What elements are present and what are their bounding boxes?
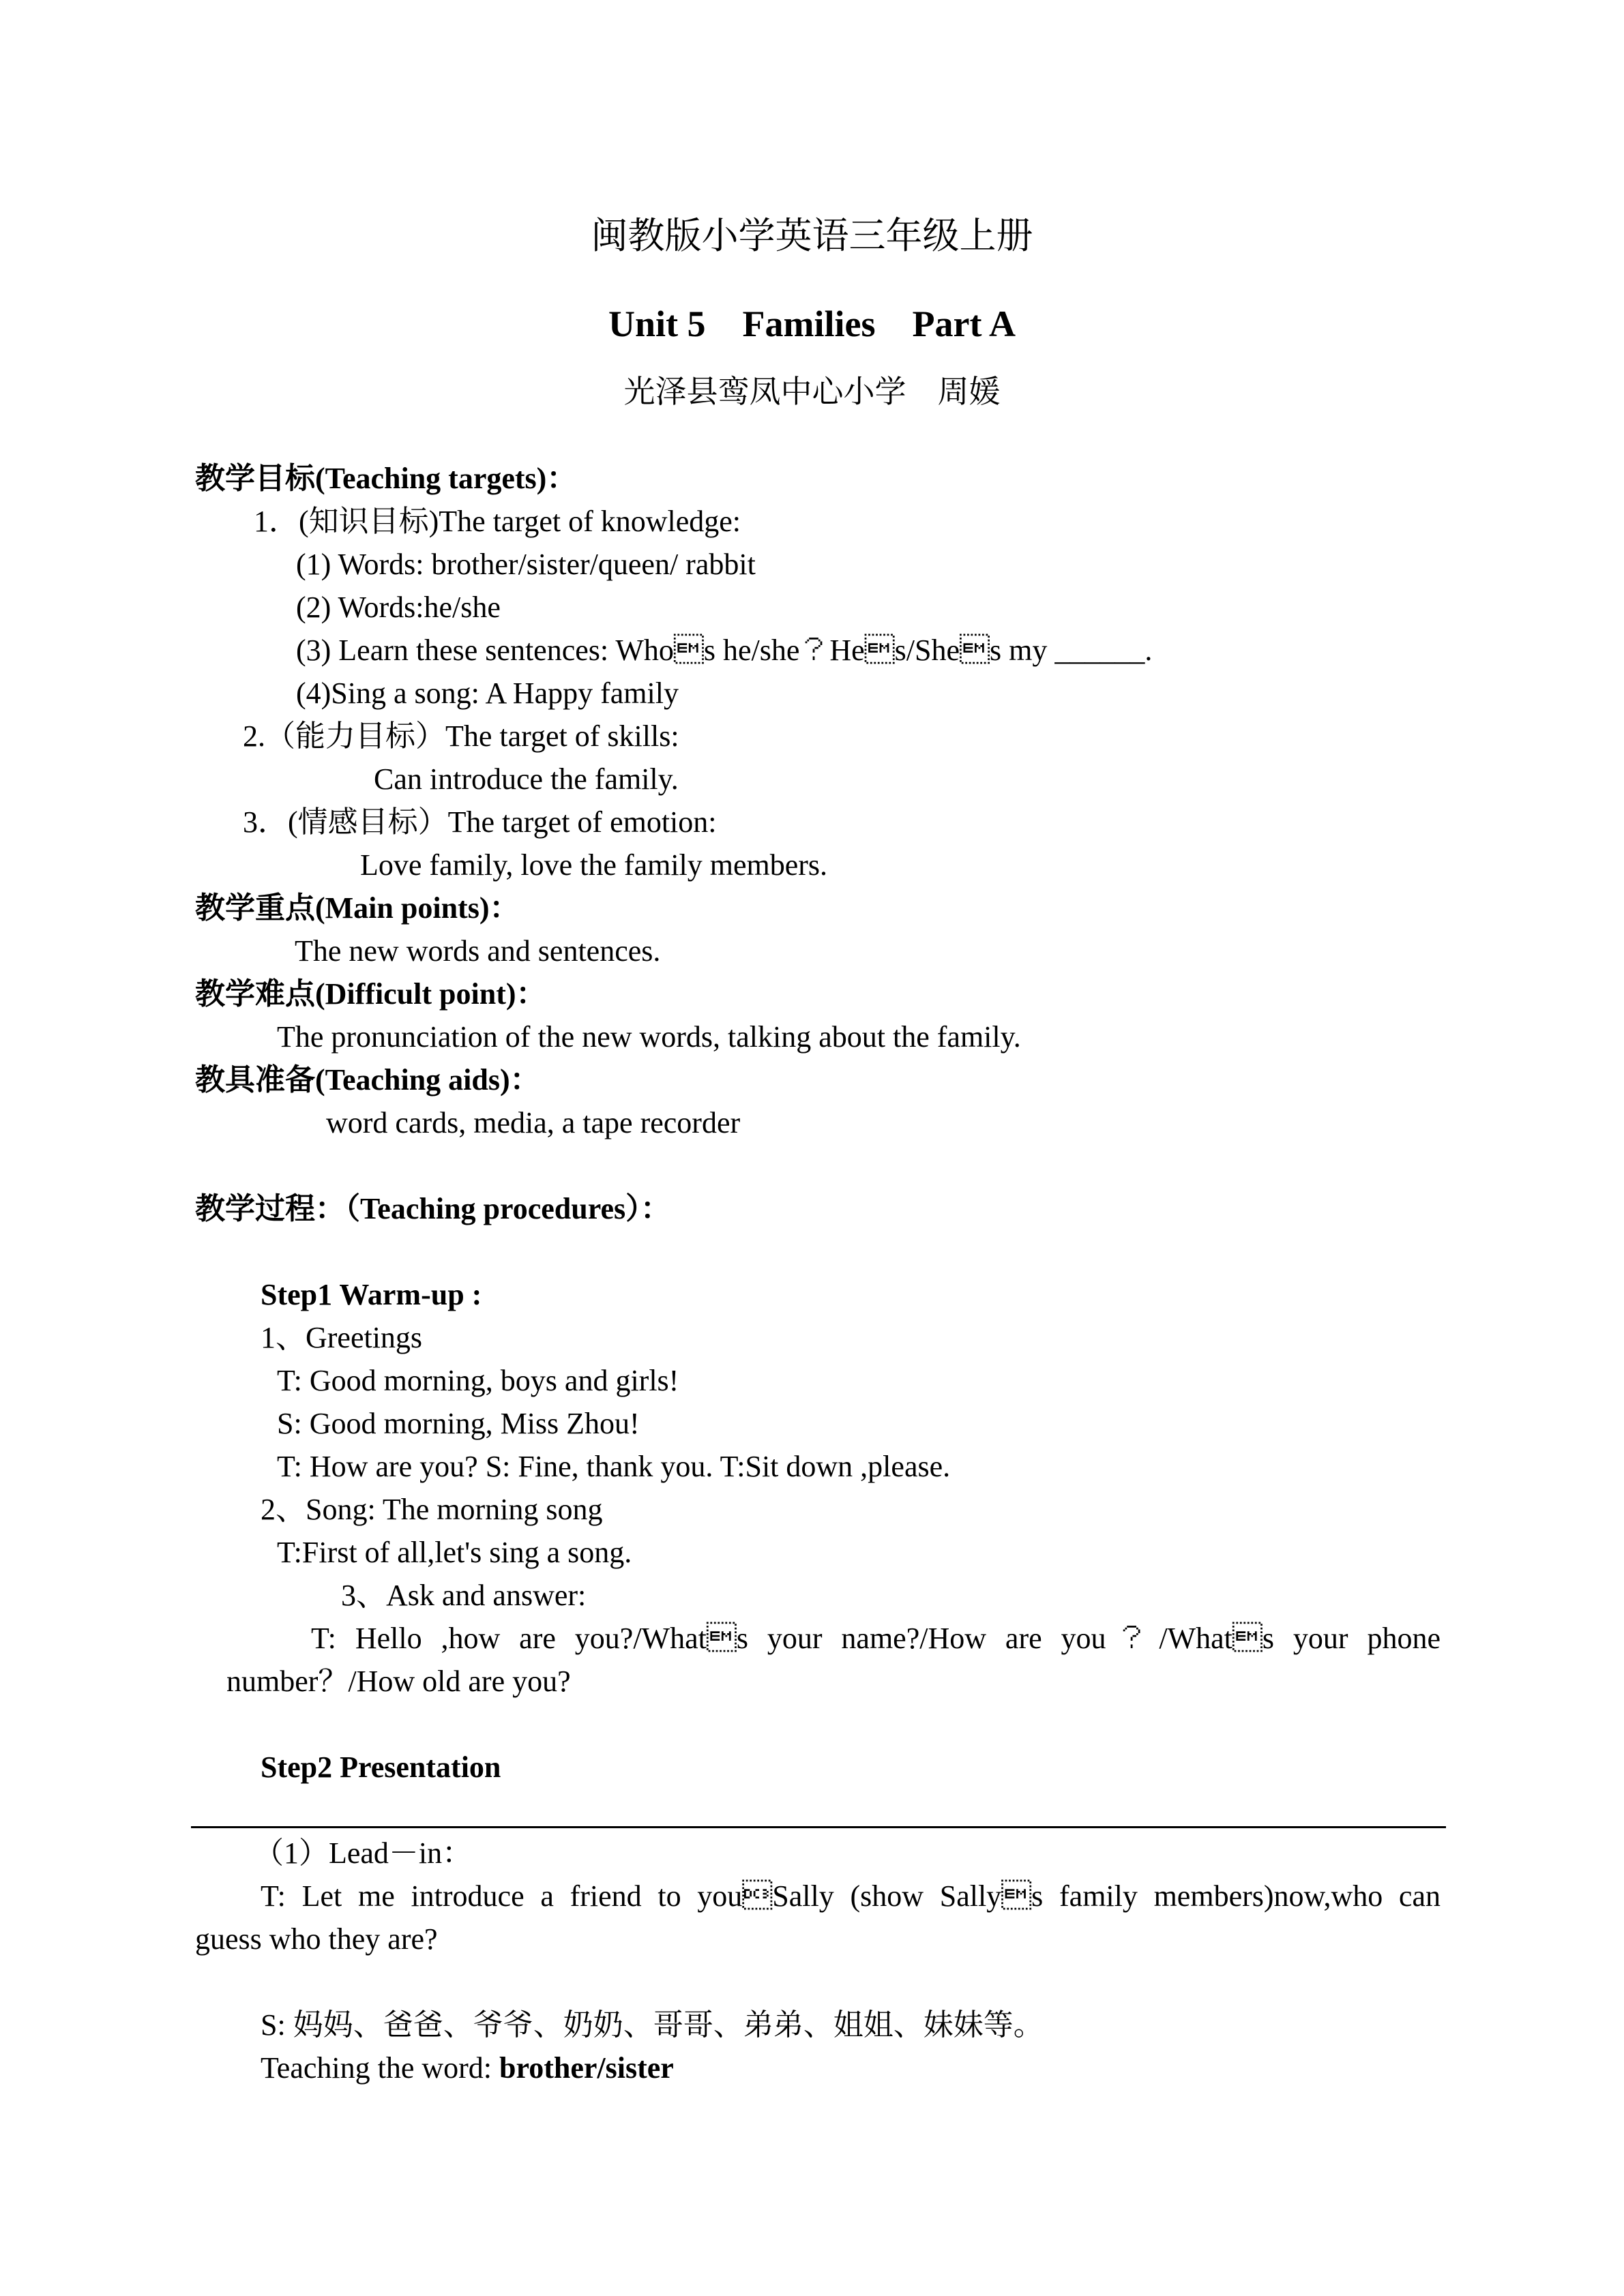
page-divider (191, 1826, 1446, 1828)
step2-title: Step2 Presentation (261, 1750, 501, 1784)
step1-ask-answer: 3、Ask and answer: (341, 1579, 587, 1612)
difficult-point-text: The pronunciation of the new words, talking about the family. (277, 1020, 1021, 1054)
teaching-aids-text: word cards, media, a tape recorder (326, 1106, 741, 1139)
teaching-targets-heading: 教学目标(Teaching targets)： (195, 462, 577, 495)
step1-ask-line-1: T: Hello ,how are you?/Whats your name?/How are you？/Whats your phone (311, 1622, 1441, 1655)
emotion-target: 3．(情感目标）The target of emotion: (243, 805, 717, 839)
knowledge-item-1: (1) Words: brother/sister/queen/ rabbit (296, 548, 756, 581)
document-title: 闽教版小学英语三年级上册 (591, 215, 1033, 256)
step1-dialog-1: T: Good morning, boys and girls! (277, 1364, 679, 1397)
step1-song: 2、Song: The morning song (261, 1493, 603, 1526)
knowledge-item-4: (4)Sing a song: A Happy family (296, 676, 679, 710)
teaching-procedures-heading (195, 1190, 670, 1228)
step1-song-line: T:First of all,let's sing a song. (277, 1536, 632, 1569)
step1-title: Step1 Warm-up : (261, 1278, 482, 1311)
author-line: 光泽县鸾凤中心小学 周媛 (623, 374, 1001, 409)
main-points-heading: 教学重点(Main points)： (195, 891, 520, 925)
step1-dialog-2: S: Good morning, Miss Zhou! (277, 1407, 640, 1440)
main-points-text: The new words and sentences. (295, 934, 661, 968)
step2-lead-in: （1）Lead－in： (254, 1836, 473, 1870)
knowledge-item-3: (3) Learn these sentences: Whos he/she？Hes/Shes my ______. (296, 633, 1153, 667)
skills-target: 2.（能力目标）The target of skills: (243, 719, 679, 753)
step2-intro-line-2: guess who they are? (195, 1922, 438, 1956)
skills-item: Can introduce the family. (374, 762, 679, 796)
teaching-word-prefix: Teaching the word: (261, 2051, 500, 2085)
procedures-heading-end: ）： (625, 1192, 671, 1225)
step2-student-answer: S: 妈妈、爸爸、爷爷、奶奶、哥哥、弟弟、姐姐、妹妹等。 (261, 2008, 1044, 2042)
unit-title: Unit 5 Families Part A (608, 303, 1016, 344)
procedures-heading-cn: 教学过程：（ (195, 1192, 360, 1225)
knowledge-item-2: (2) Words:he/she (296, 591, 501, 624)
teaching-aids-heading: 教具准备(Teaching aids)： (195, 1063, 540, 1097)
step2-teaching-word (261, 2049, 674, 2087)
emotion-item: Love family, love the family members. (360, 848, 828, 882)
procedures-heading-en: Teaching procedures (360, 1192, 626, 1225)
step1-ask-line-2: number？/How old are you? (226, 1665, 571, 1698)
step1-greetings: 1、Greetings (261, 1321, 423, 1354)
difficult-point-heading: 教学难点(Difficult point)： (195, 977, 546, 1011)
step1-dialog-3: T: How are you? S: Fine, thank you. T:Sit down ,please. (277, 1450, 951, 1483)
teaching-word-target: brother/sister (499, 2051, 674, 2085)
step2-intro-line-1: T: Let me introduce a friend to youSally (show Sallys family members)now,who can (261, 1879, 1441, 1913)
knowledge-target: 1．(知识目标)The target of knowledge: (254, 505, 741, 538)
